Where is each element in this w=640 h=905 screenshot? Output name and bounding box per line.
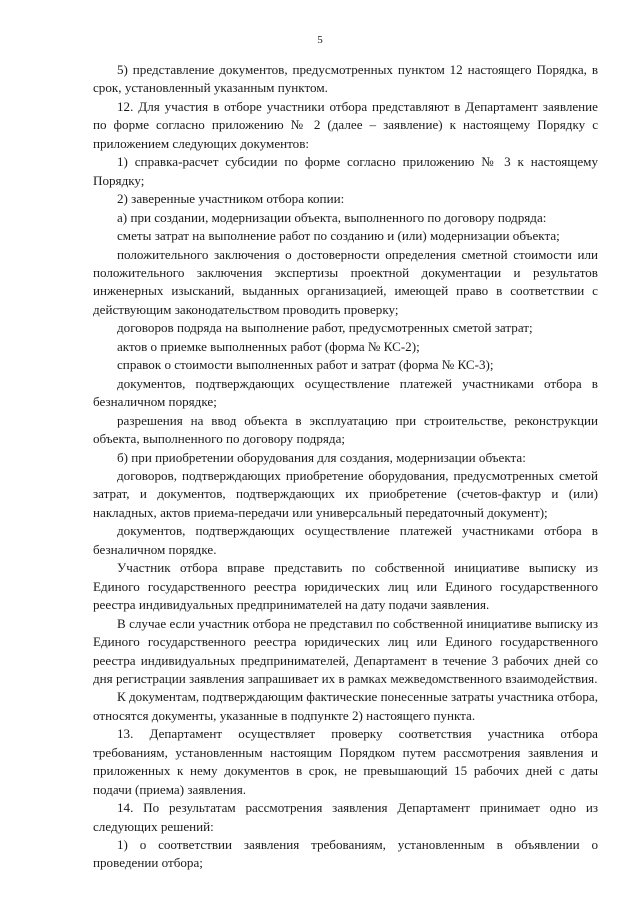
paragraph: 14. По результатам рассмотрения заявления Департамент принимает одно из следующих решений:: [93, 800, 598, 834]
paragraph: актов о приемке выполненных работ (форма № КС-2);: [117, 338, 420, 354]
document-body: [93, 61, 598, 873]
paragraph: договоров подряда на выполнение работ, предусмотренных сметой затрат;: [117, 320, 533, 336]
paragraph: разрешения на ввод объекта в эксплуатацию при строительстве, реконструкции объекта, выполненного по договору подряда;: [93, 412, 598, 447]
paragraph: 13. Департамент осуществляет проверку соответствия участника отбора требованиям, установленным настоящим Порядком путем рассмотрения заявления и приложенных к нему документов в срок, не превышающий 15 рабочих дней с даты подачи (приема) заявления.: [93, 726, 598, 797]
paragraph: а) при создании, модернизации объекта, выполненного по договору подряда:: [117, 209, 547, 225]
paragraph: 1) справка-расчет субсидии по форме согласно приложению № 3 к настоящему Порядку;: [93, 154, 598, 188]
paragraph: Участник отбора вправе представить по собственной инициативе выписку из Единого государственного реестра юридических лиц или Единого государственного реестра индивидуальных предпринимателей на дату подачи заявления.: [93, 560, 598, 613]
paragraph: 1) о соответствии заявления требованиям, установленным в объявлении о проведении отбора;: [93, 837, 598, 871]
paragraph: б) при приобретении оборудования для создания, модернизации объекта:: [117, 449, 526, 465]
paragraph: документов, подтверждающих осуществление платежей участниками отбора в безналичном порядке;: [93, 375, 598, 410]
paragraph: В случае если участник отбора не представил по собственной инициативе выписку из Единого государственного реестра юридических лиц или Единого государственного реестра индивидуальных предпринимателей, Департамент в течение 3 рабочих дней со дня регистрации заявления запрашивает их в рамках межведомственного взаимодействия.: [93, 615, 598, 686]
paragraph: положительного заключения о достоверности определения сметной стоимости или положительного заключения экспертизы проектной документации и результатов инженерных изысканий, выданных организацией, имеющей право в соответствии с действующим законодательством проводить проверку;: [93, 246, 598, 317]
paragraph: К документам, подтверждающим фактические понесенные затраты участника отбора, относятся документы, указанные в подпункте 2) настоящего пункта.: [93, 689, 598, 723]
paragraph: сметы затрат на выполнение работ по созданию и (или) модернизации объекта;: [117, 228, 560, 244]
page-number: 5: [317, 34, 323, 46]
paragraph: 5) представление документов, предусмотренных пунктом 12 настоящего Порядка, в срок, установленный указанным пунктом.: [93, 62, 598, 96]
paragraph: документов, подтверждающих осуществление платежей участниками отбора в безналичном порядке.: [93, 523, 598, 557]
paragraph: 2) заверенные участником отбора копии:: [117, 191, 345, 207]
paragraph: справок о стоимости выполненных работ и затрат (форма № КС-3);: [117, 357, 494, 373]
paragraph: договоров, подтверждающих приобретение оборудования, предусмотренных сметой затрат, и документов, подтверждающих их приобретение (счетов-фактур и (или) накладных, актов приема-передачи или универсальный передаточный документ);: [93, 467, 598, 520]
paragraph: 12. Для участия в отборе участники отбора представляют в Департамент заявление по форме согласно приложению № 2 (далее – заявление) к настоящему Порядку с приложением следующих документов:: [93, 98, 598, 151]
